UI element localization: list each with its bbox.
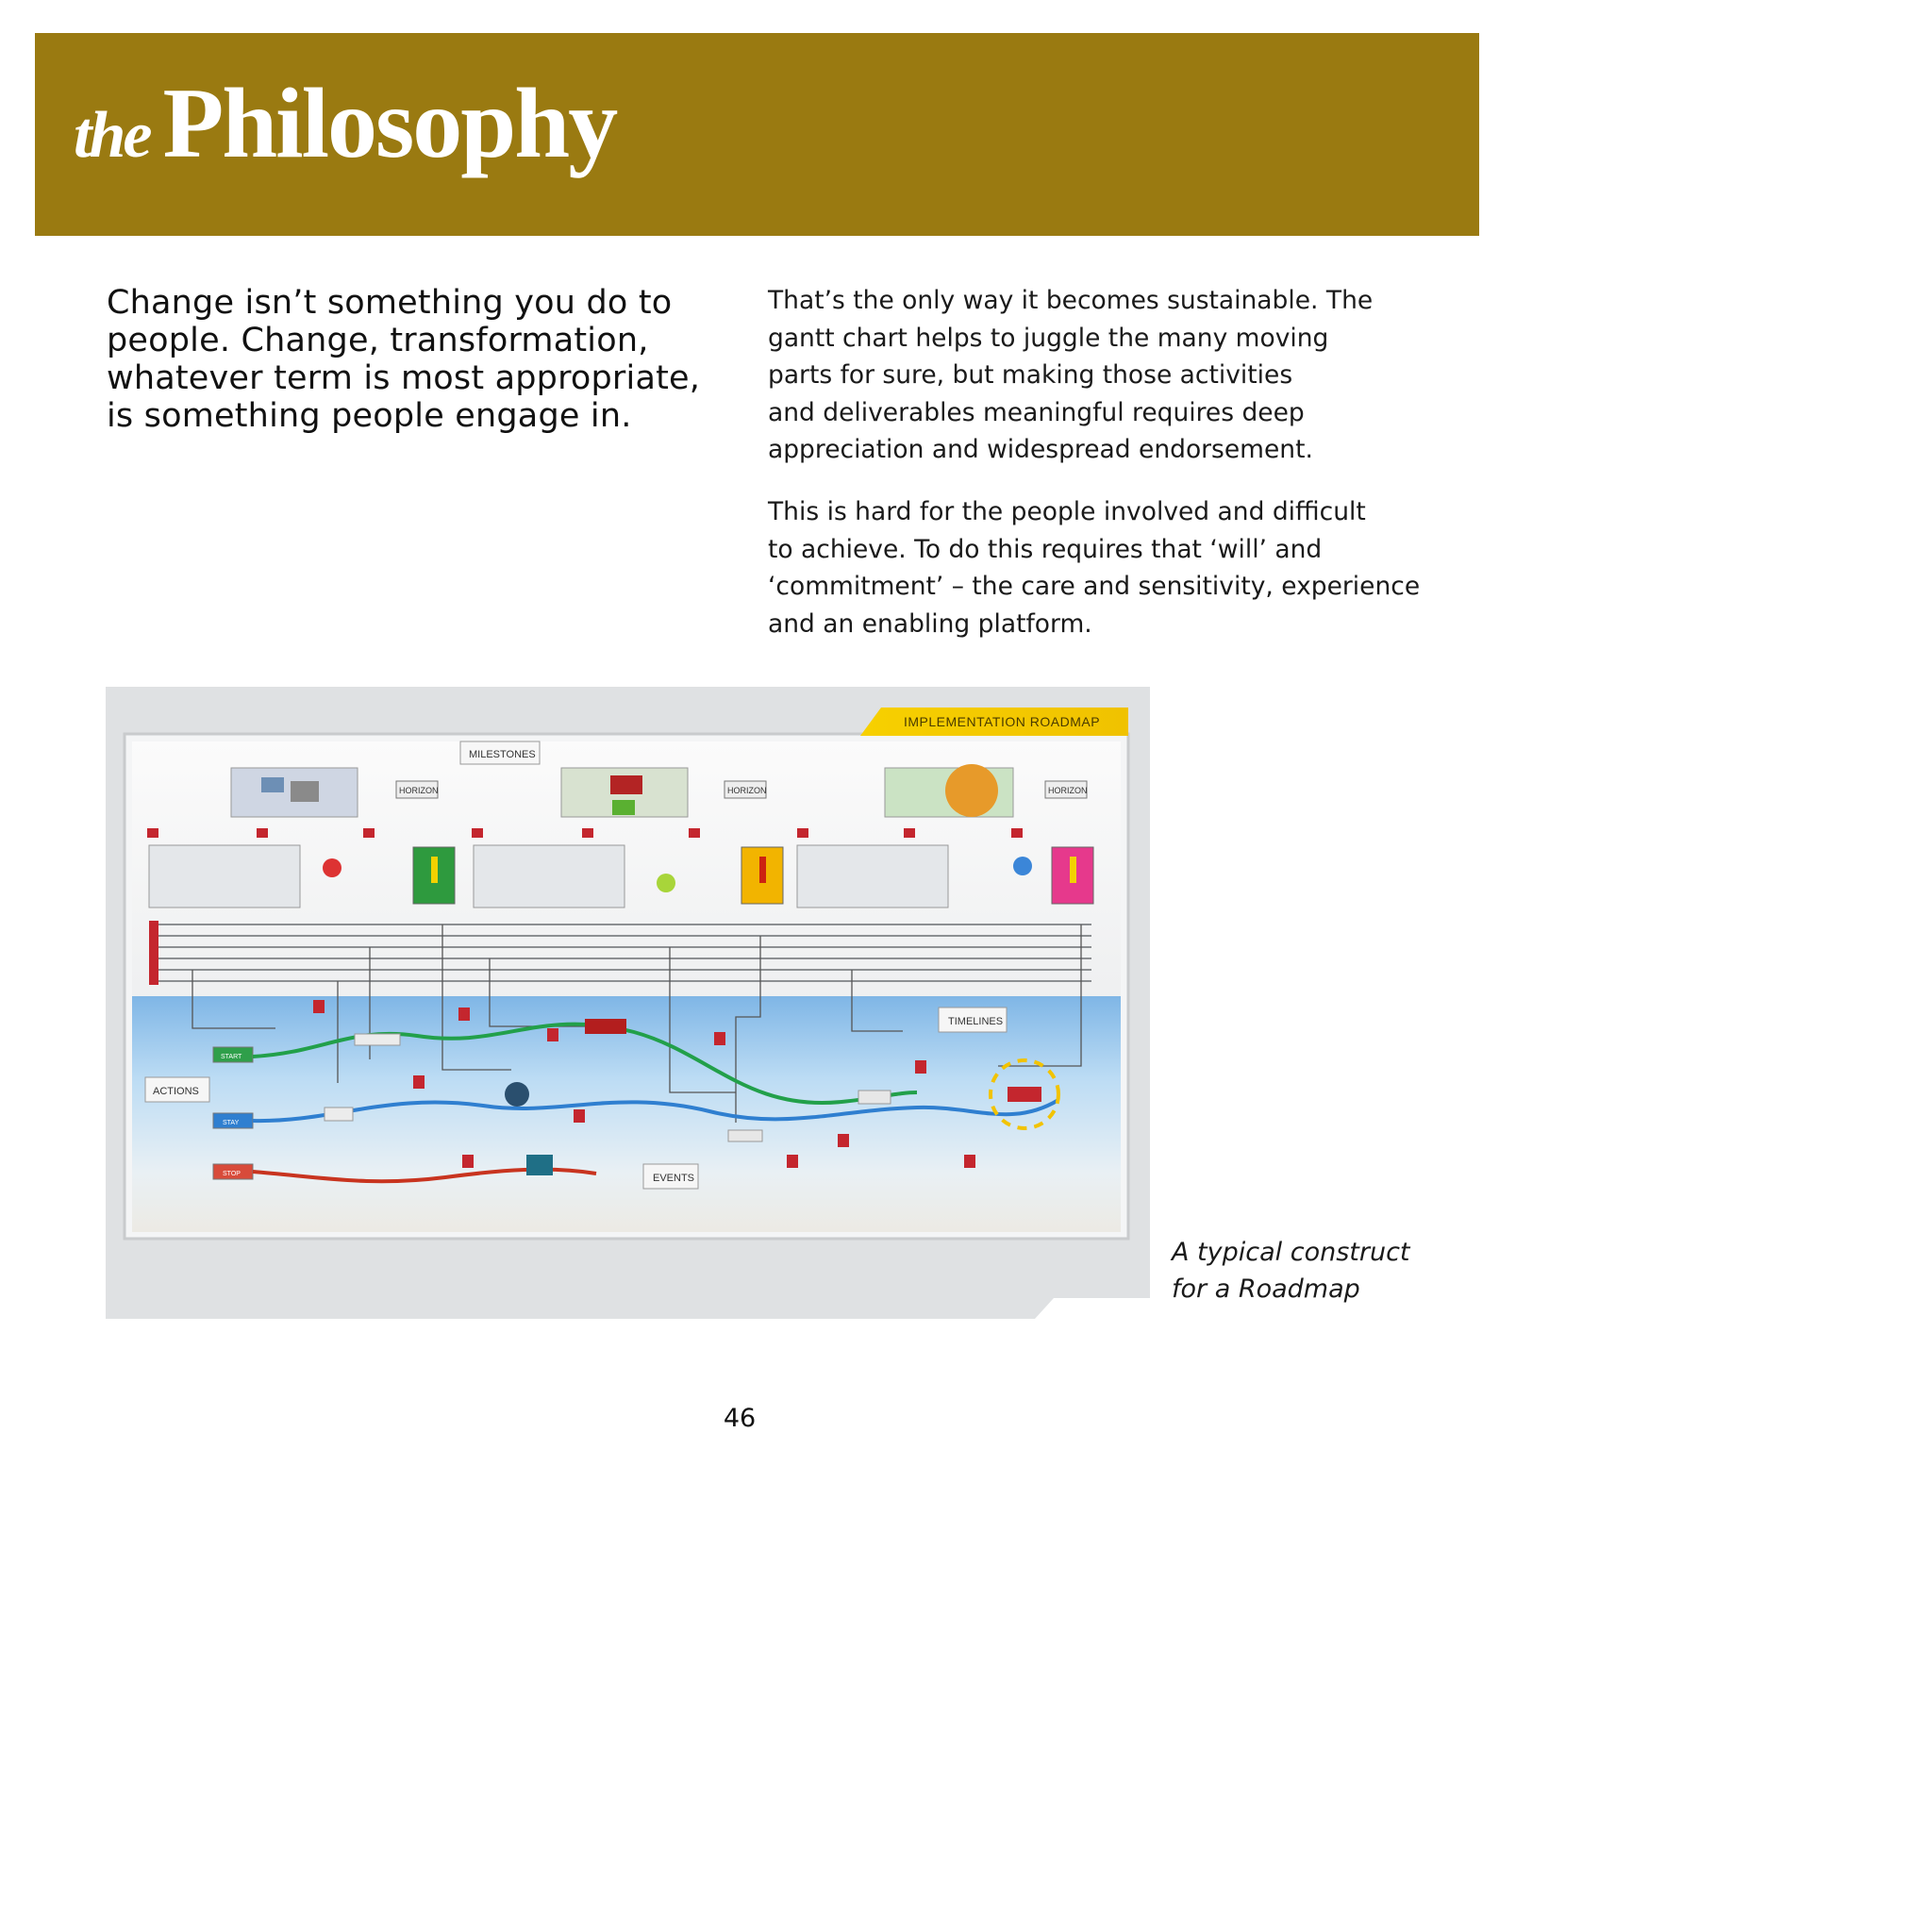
start-label: START — [221, 1054, 242, 1060]
figure-caption — [1172, 1234, 1410, 1307]
body-line: to achieve. To do this requires that ‘will’ and — [768, 534, 1323, 564]
roadmap-banner-label: IMPLEMENTATION ROADMAP — [904, 714, 1101, 729]
lead-line: whatever term is most appropriate, — [107, 359, 701, 397]
platform — [728, 1130, 762, 1141]
body-line: and deliverables meaningful requires deep — [768, 397, 1305, 427]
event-icon — [915, 1060, 926, 1074]
roadmap-illustration — [106, 687, 1150, 1319]
milestones-label: MILESTONES — [469, 749, 536, 760]
event-icon — [462, 1155, 474, 1168]
timelines-label: TIMELINES — [948, 1016, 1004, 1027]
alert-icon — [1070, 857, 1076, 883]
event-icon — [838, 1134, 849, 1147]
lead-line: Change isn’t something you do to — [107, 284, 673, 322]
event-icon — [413, 1075, 425, 1089]
globe-icon — [505, 1082, 529, 1107]
body-line: This is hard for the people involved and difficult — [768, 497, 1366, 526]
alert-icon — [759, 857, 766, 883]
events-label: EVENTS — [653, 1173, 695, 1184]
body-line: and an enabling platform. — [768, 608, 1092, 639]
flag-icon — [797, 828, 808, 838]
caption-line: A typical construct — [1172, 1238, 1410, 1267]
alert-icon — [431, 857, 438, 883]
gantt-markers — [149, 921, 158, 985]
event-icon — [714, 1032, 725, 1045]
actions-list-panel — [474, 845, 625, 908]
pie-icon — [323, 858, 341, 877]
lead-statement — [107, 284, 701, 435]
event-icon — [574, 1109, 585, 1123]
title-main: Philosophy — [162, 68, 617, 178]
body-line: appreciation and widespread endorsement. — [768, 435, 1313, 464]
actions-list-panel — [797, 845, 948, 908]
event-icon — [964, 1155, 975, 1168]
stop-label: STOP — [223, 1171, 241, 1177]
stay-label: STAY — [223, 1120, 240, 1126]
flag-icon — [689, 828, 700, 838]
page-fold — [1035, 1298, 1150, 1319]
event-icon — [458, 1008, 470, 1021]
flag-icon — [1011, 828, 1023, 838]
page-title — [74, 66, 616, 181]
body-line: gantt chart helps to juggle the many moving — [768, 323, 1329, 353]
milestone-icon — [291, 781, 319, 802]
body-line: That’s the only way it becomes sustainable. The — [768, 286, 1374, 315]
milestone-icon — [261, 777, 284, 792]
platform — [325, 1108, 353, 1121]
flag-icon — [257, 828, 268, 838]
body-line: parts for sure, but making those activities — [768, 360, 1293, 390]
flag-icon — [472, 828, 483, 838]
platform-object — [526, 1155, 553, 1175]
flag-icon — [147, 828, 158, 838]
body-line: ‘commitment’ – the care and sensitivity, experience — [768, 572, 1421, 601]
flag-icon — [363, 828, 375, 838]
event-icon — [787, 1155, 798, 1168]
horizon-label: HORIZON — [399, 786, 439, 795]
roadmap-figure — [106, 687, 1150, 1319]
title-prefix: the — [74, 99, 150, 172]
caption-line: for a Roadmap — [1172, 1274, 1360, 1304]
body-paragraph-2 — [768, 493, 1421, 642]
flag-icon — [904, 828, 915, 838]
pie-icon — [657, 874, 675, 892]
pie-icon — [1013, 857, 1032, 875]
actions-list-panel — [149, 845, 300, 908]
platform-object — [1008, 1087, 1041, 1102]
event-icon — [313, 1000, 325, 1013]
platform — [355, 1034, 400, 1045]
platform — [858, 1091, 891, 1104]
body-paragraph-1 — [768, 282, 1391, 469]
milestone-icon — [612, 800, 635, 815]
lead-line: people. Change, transformation, — [107, 322, 649, 359]
platform-object — [585, 1019, 626, 1034]
horizon-label: HORIZON — [727, 786, 767, 795]
event-icon — [547, 1028, 558, 1041]
flag-icon — [582, 828, 593, 838]
lead-line: is something people engage in. — [107, 397, 632, 435]
milestone-icon — [610, 775, 642, 794]
horizon-label: HORIZON — [1048, 786, 1088, 795]
actions-label: ACTIONS — [153, 1086, 199, 1097]
page-number: 46 — [723, 1404, 757, 1433]
globe-icon — [945, 764, 998, 817]
